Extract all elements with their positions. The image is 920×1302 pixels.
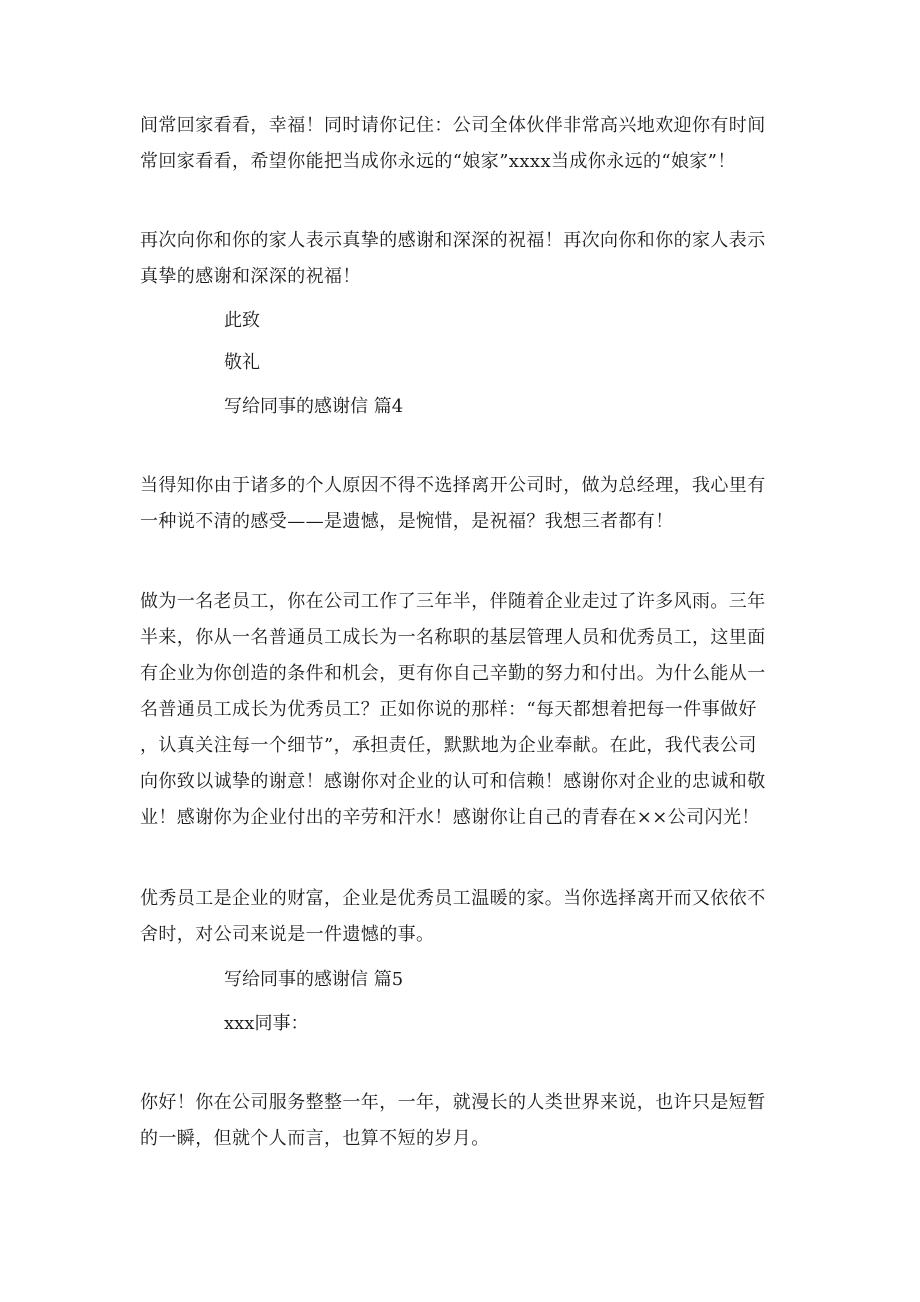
text-line: 你好！你在公司服务整整一年，一年，就漫长的人类世界来说，也许只是短暂 xyxy=(140,1092,766,1113)
closing-cizhi: 此致 xyxy=(224,310,260,331)
text-line: 真挚的感谢和深深的祝福！ xyxy=(140,266,361,287)
paragraph-wealth xyxy=(140,881,785,953)
text-line: 优秀员工是企业的财富，企业是优秀员工温暖的家。当你选择离开而又依依不 xyxy=(140,888,766,909)
paragraph-departure xyxy=(140,468,785,540)
text-line: 名普通员工成长为优秀员工？正如你说的那样：“每天都想着把每一件事做好 xyxy=(140,699,757,720)
text-line: 做为一名老员工，你在公司工作了三年半，伴随着企业走过了许多风雨。三年 xyxy=(140,591,766,612)
paragraph-one-year xyxy=(140,1085,785,1157)
paragraph-come-home xyxy=(140,108,785,180)
text-line: 常回家看看，希望你能把当成你永远的“娘家”xxxx当成你永远的“娘家”！ xyxy=(140,151,736,172)
text-line: 舍时，对公司来说是一件遗憾的事。 xyxy=(140,924,435,945)
text-line: 向你致以诚挚的谢意！感谢你对企业的认可和信赖！感谢你对企业的忠诚和敬 xyxy=(140,771,766,792)
text-line: 当得知你由于诸多的个人原因不得不选择离开公司时，做为总经理，我心里有 xyxy=(140,475,766,496)
text-line: 间常回家看看，幸福！同时请你记住：公司全体伙伴非常高兴地欢迎你有时间 xyxy=(140,115,766,136)
text-line: 业！感谢你为企业付出的辛劳和汗水！感谢你让自己的青春在××公司闪光！ xyxy=(140,807,760,828)
closing-jingli: 敬礼 xyxy=(224,352,260,373)
text-line: 半来，你从一名普通员工成长为一名称职的基层管理人员和优秀员工，这里面 xyxy=(140,627,766,648)
text-line: ，认真关注每一个细节”，承担责任，默默地为企业奉献。在此，我代表公司 xyxy=(140,735,757,756)
text-line: 再次向你和你的家人表示真挚的感谢和深深的祝福！再次向你和你的家人表示 xyxy=(140,230,766,251)
salutation: xxx同事： xyxy=(224,1013,309,1034)
section-heading-4: 写给同事的感谢信 篇4 xyxy=(224,396,404,417)
text-line: 的一瞬，但就个人而言，也算不短的岁月。 xyxy=(140,1128,490,1149)
text-line: 一种说不清的感受——是遗憾，是惋惜，是祝福？我想三者都有！ xyxy=(140,511,674,532)
paragraph-thanks-family xyxy=(140,223,785,295)
paragraph-veteran-employee xyxy=(140,584,785,836)
text-line: 有企业为你创造的条件和机会，更有你自己辛勤的努力和付出。为什么能从一 xyxy=(140,663,766,684)
section-heading-5: 写给同事的感谢信 篇5 xyxy=(224,969,404,990)
